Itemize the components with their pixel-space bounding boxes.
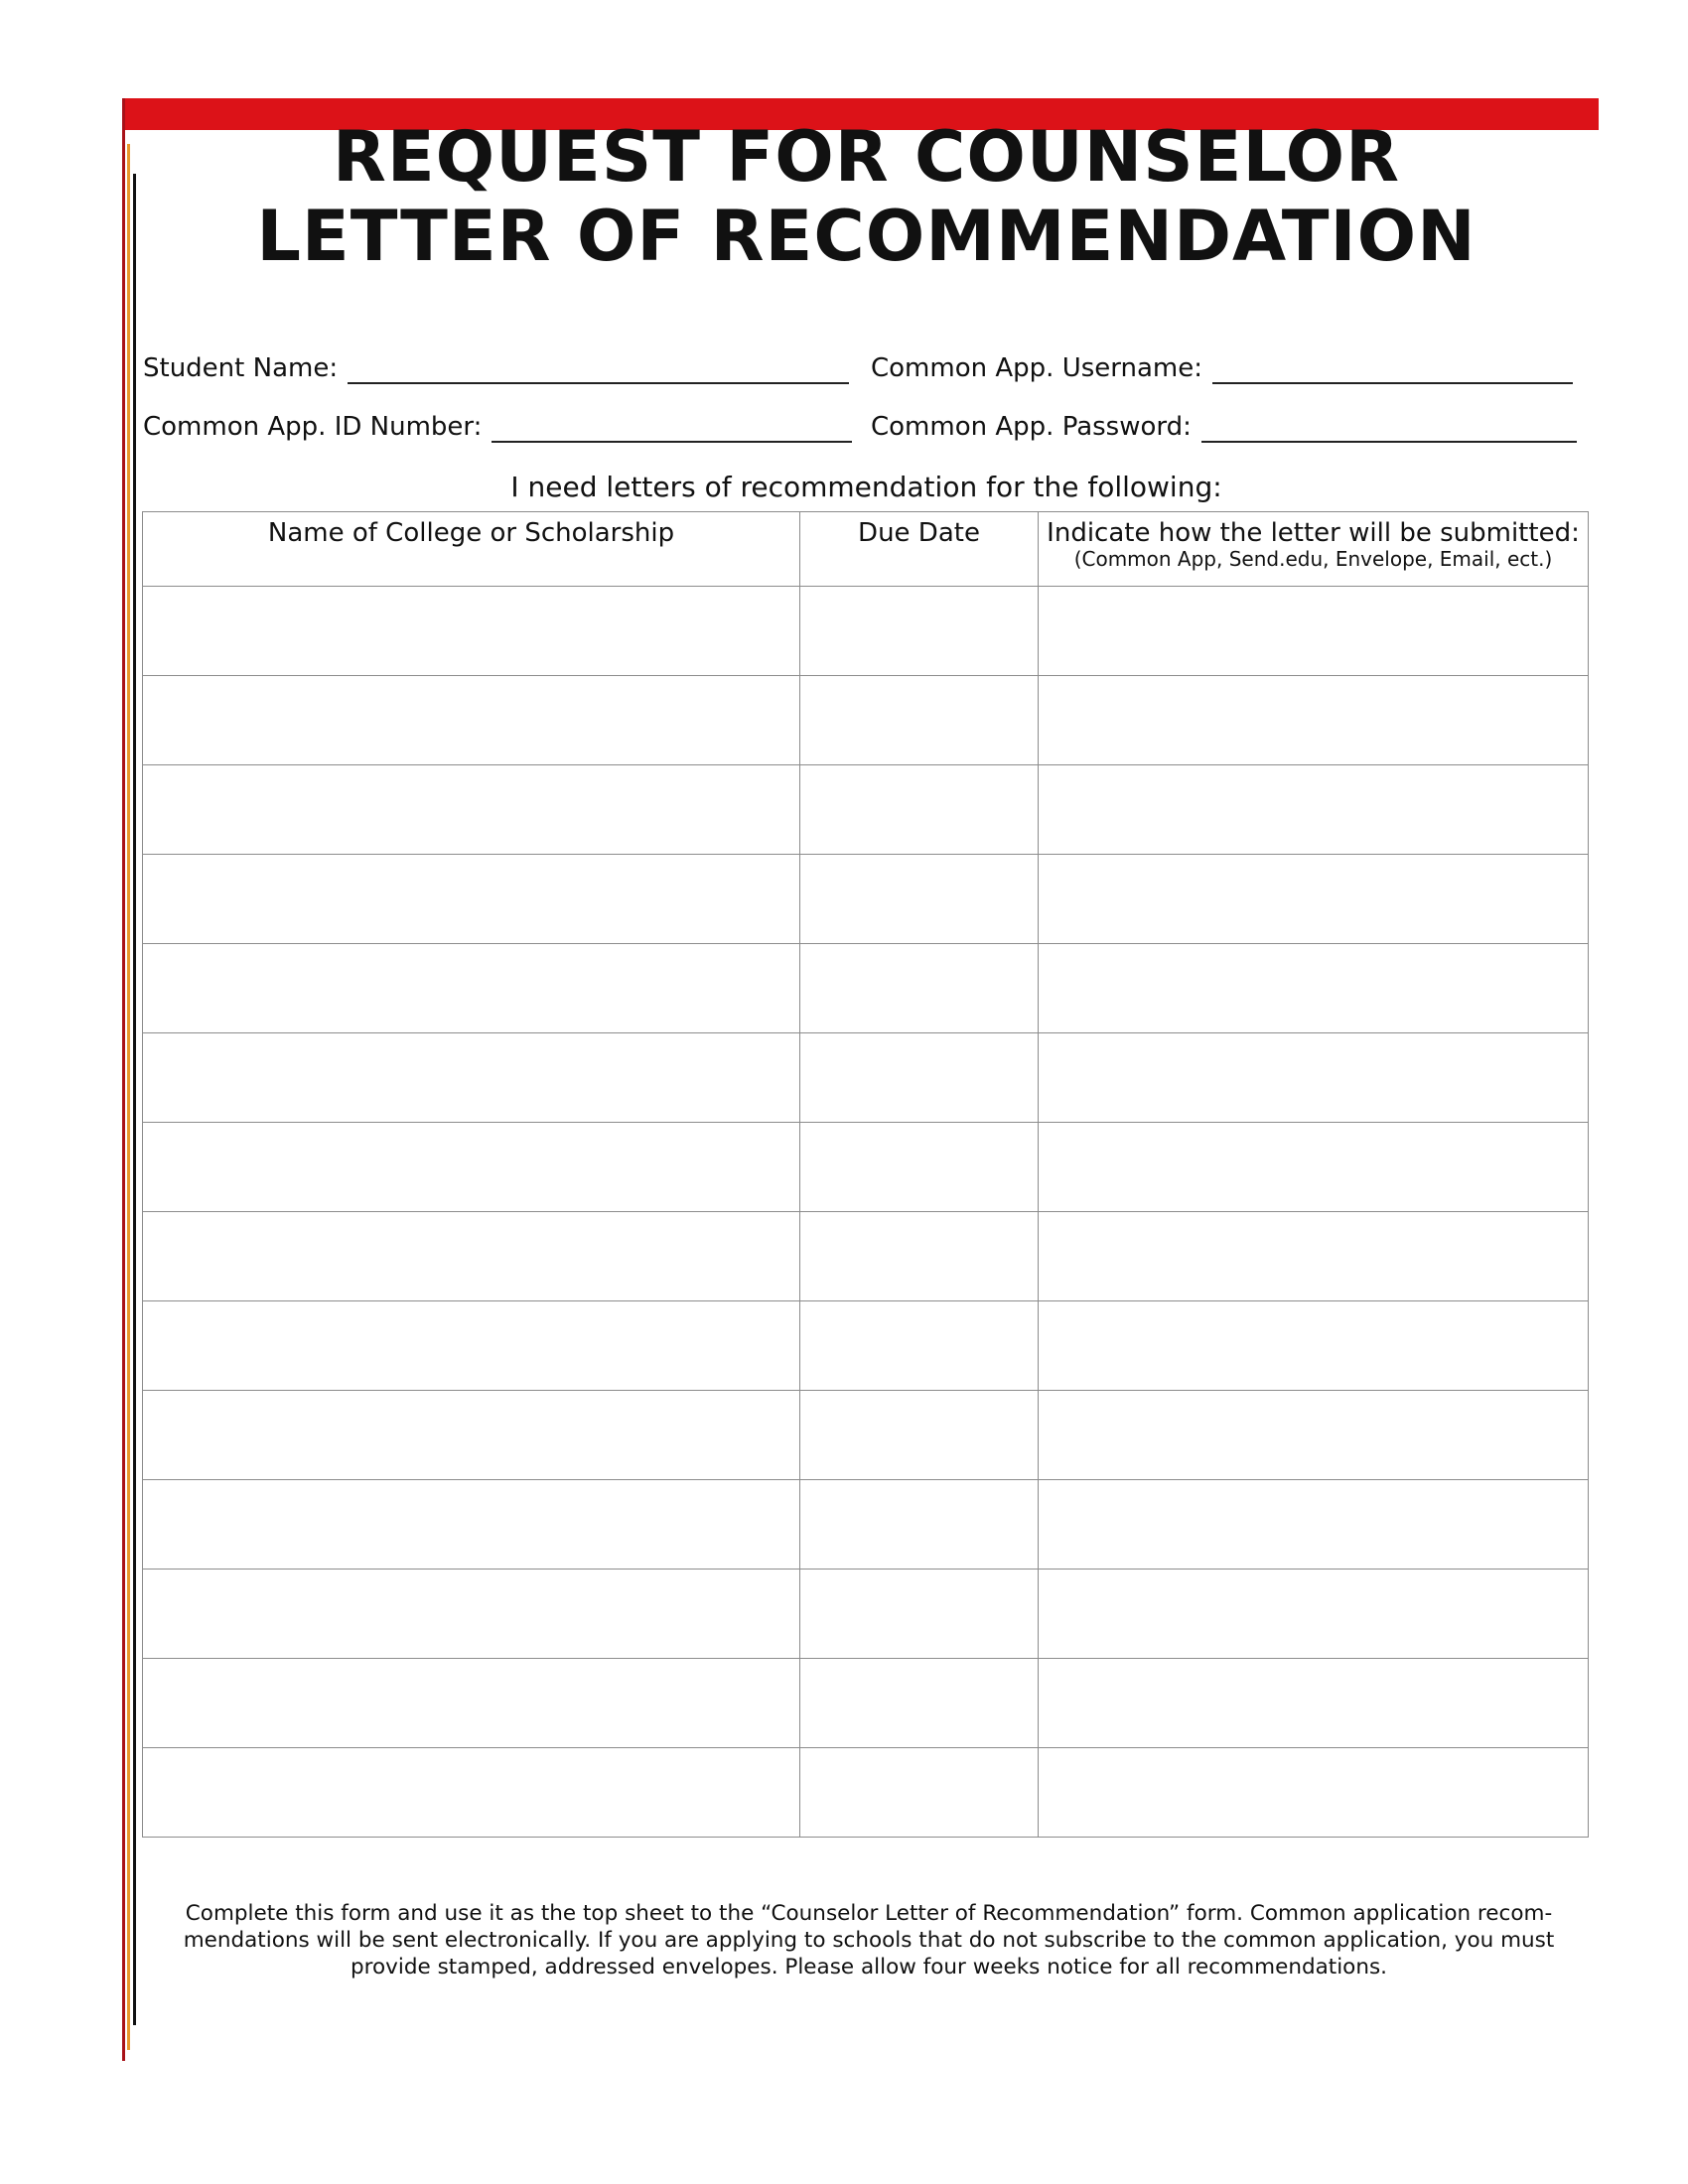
college-cell[interactable] bbox=[143, 1301, 800, 1391]
method-cell[interactable] bbox=[1039, 1391, 1589, 1480]
method-cell[interactable] bbox=[1039, 765, 1589, 855]
table-row bbox=[143, 1570, 1589, 1659]
college-cell[interactable] bbox=[143, 1123, 800, 1212]
table-row bbox=[143, 1659, 1589, 1748]
due-date-cell[interactable] bbox=[800, 1301, 1039, 1391]
method-cell[interactable] bbox=[1039, 1123, 1589, 1212]
college-cell[interactable] bbox=[143, 855, 800, 944]
method-cell[interactable] bbox=[1039, 1301, 1589, 1391]
due-date-cell[interactable] bbox=[800, 855, 1039, 944]
table-row bbox=[143, 1301, 1589, 1391]
college-cell[interactable] bbox=[143, 587, 800, 676]
due-date-cell[interactable] bbox=[800, 1659, 1039, 1748]
common-app-id-field[interactable] bbox=[143, 411, 852, 443]
due-date-cell[interactable] bbox=[800, 1391, 1039, 1480]
table-row bbox=[143, 1391, 1589, 1480]
due-date-cell[interactable] bbox=[800, 587, 1039, 676]
due-date-cell[interactable] bbox=[800, 765, 1039, 855]
table-row bbox=[143, 1212, 1589, 1301]
common-app-username-label: Common App. Username: bbox=[871, 353, 1202, 383]
left-orange-rule bbox=[127, 144, 130, 2050]
method-cell[interactable] bbox=[1039, 1480, 1589, 1570]
table-row bbox=[143, 765, 1589, 855]
college-cell[interactable] bbox=[143, 676, 800, 765]
method-cell[interactable] bbox=[1039, 1748, 1589, 1838]
table-row bbox=[143, 1123, 1589, 1212]
title-line-2: LETTER OF RECOMMENDATION bbox=[256, 196, 1477, 277]
common-app-username-blank[interactable] bbox=[1212, 356, 1573, 384]
page-title bbox=[144, 117, 1589, 276]
common-app-password-blank[interactable] bbox=[1201, 415, 1577, 443]
due-date-cell[interactable] bbox=[800, 1123, 1039, 1212]
common-app-username-field[interactable] bbox=[871, 352, 1573, 384]
college-cell[interactable] bbox=[143, 1033, 800, 1123]
common-app-password-field[interactable] bbox=[871, 411, 1577, 443]
header-method-note: (Common App, Send.edu, Envelope, Email, ect.) bbox=[1073, 547, 1553, 571]
college-cell[interactable] bbox=[143, 1480, 800, 1570]
table-row bbox=[143, 855, 1589, 944]
method-cell[interactable] bbox=[1039, 1033, 1589, 1123]
student-name-blank[interactable] bbox=[348, 356, 849, 384]
header-due-date: Due Date bbox=[800, 512, 1039, 587]
due-date-cell[interactable] bbox=[800, 1033, 1039, 1123]
table-row bbox=[143, 1480, 1589, 1570]
student-name-field[interactable] bbox=[143, 352, 849, 384]
method-cell[interactable] bbox=[1039, 1659, 1589, 1748]
method-cell[interactable] bbox=[1039, 944, 1589, 1033]
method-cell[interactable] bbox=[1039, 676, 1589, 765]
header-method bbox=[1039, 512, 1589, 587]
table-row bbox=[143, 1033, 1589, 1123]
method-cell[interactable] bbox=[1039, 855, 1589, 944]
common-app-id-label: Common App. ID Number: bbox=[143, 412, 483, 442]
intro-text: I need letters of recommendation for the following: bbox=[510, 471, 1222, 503]
due-date-cell[interactable] bbox=[800, 1570, 1039, 1659]
common-app-password-label: Common App. Password: bbox=[871, 412, 1192, 442]
due-date-cell[interactable] bbox=[800, 1748, 1039, 1838]
table-row bbox=[143, 587, 1589, 676]
header-method-label: Indicate how the letter will be submitted: bbox=[1047, 518, 1580, 548]
college-cell[interactable] bbox=[143, 765, 800, 855]
due-date-cell[interactable] bbox=[800, 1212, 1039, 1301]
table-row bbox=[143, 1748, 1589, 1838]
table-body bbox=[143, 587, 1589, 1838]
footer-instructions: Complete this form and use it as the top sheet to the “Counselor Letter of Recommendation” form. Common application recom- mendations will be sent electronically. If you are applying to schools that do not subscribe to the common application, you must provide stamped, addressed envelopes. Please allow four weeks notice for all recommendations. bbox=[183, 1901, 1555, 1979]
title-line-1: REQUEST FOR COUNSELOR bbox=[332, 116, 1401, 198]
college-cell[interactable] bbox=[143, 1570, 800, 1659]
table-row bbox=[143, 676, 1589, 765]
due-date-cell[interactable] bbox=[800, 676, 1039, 765]
left-red-rule bbox=[122, 98, 125, 2061]
college-cell[interactable] bbox=[143, 1212, 800, 1301]
method-cell[interactable] bbox=[1039, 1212, 1589, 1301]
left-black-rule bbox=[133, 174, 136, 2025]
due-date-cell[interactable] bbox=[800, 944, 1039, 1033]
table-header-row bbox=[143, 512, 1589, 587]
college-cell[interactable] bbox=[143, 1659, 800, 1748]
college-cell[interactable] bbox=[143, 944, 800, 1033]
method-cell[interactable] bbox=[1039, 1570, 1589, 1659]
college-cell[interactable] bbox=[143, 1391, 800, 1480]
recommendation-table bbox=[142, 511, 1589, 1838]
header-college: Name of College or Scholarship bbox=[143, 512, 800, 587]
common-app-id-blank[interactable] bbox=[492, 415, 852, 443]
method-cell[interactable] bbox=[1039, 587, 1589, 676]
due-date-cell[interactable] bbox=[800, 1480, 1039, 1570]
student-name-label: Student Name: bbox=[143, 353, 339, 383]
table-row bbox=[143, 944, 1589, 1033]
college-cell[interactable] bbox=[143, 1748, 800, 1838]
